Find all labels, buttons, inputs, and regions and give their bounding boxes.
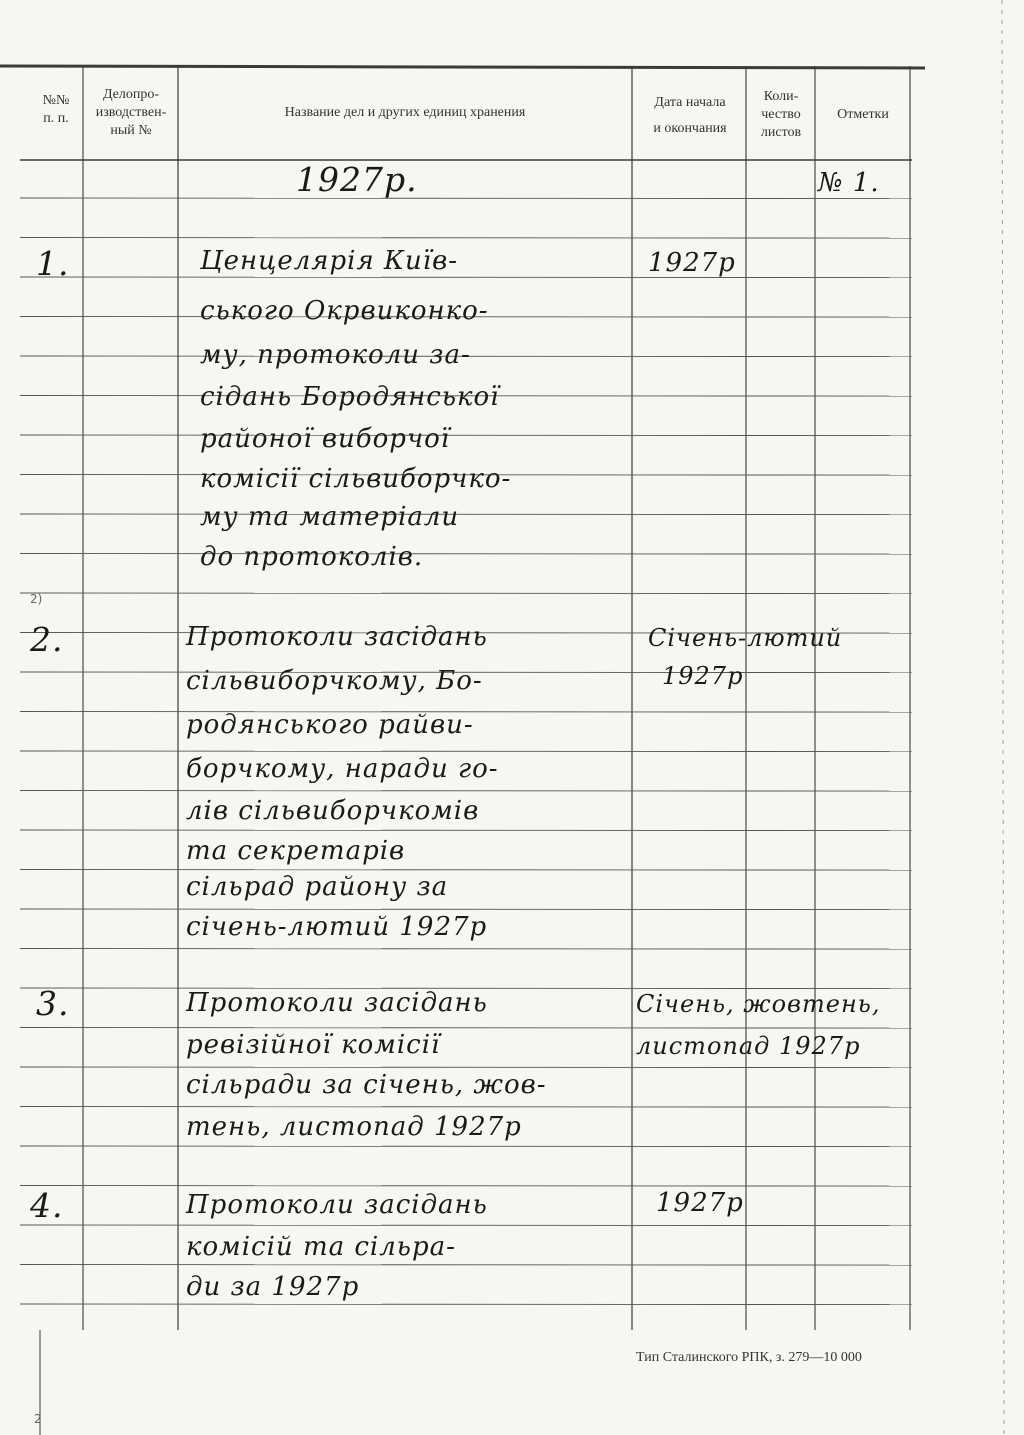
header-col-notes: Отметки: [837, 107, 889, 122]
entry-title-line: сільрад району за: [186, 872, 449, 902]
entry-title-line: січень-лютий 1927р: [186, 912, 488, 942]
ruled-line: [20, 277, 912, 278]
entry-title-line: ревізійної комісії: [186, 1030, 441, 1060]
entry-title-line: му та матеріали: [200, 502, 460, 532]
entry-dates-line: 1927р: [656, 1188, 744, 1218]
ruled-line: [20, 1146, 912, 1147]
header-col-number: [30, 92, 82, 128]
header-col-number-line2: п. п.: [43, 111, 69, 126]
header-col-office-line3: ный №: [110, 123, 152, 138]
header-col-number-line1: №№: [42, 93, 70, 108]
entry-number: 4.: [30, 1186, 64, 1225]
ruled-line: [20, 949, 912, 950]
ruled-line: [20, 435, 912, 436]
header-col-office-line1: Делопро-: [102, 87, 160, 102]
entry-dates-line: листопад 1927р: [636, 1032, 861, 1060]
entry-title-line: комісій та сільра-: [186, 1232, 456, 1262]
entry-title-line: та секретарів: [186, 836, 406, 866]
ruled-line: [20, 1067, 912, 1068]
entry-title-line: сільвиборчкому, Бо-: [186, 666, 483, 696]
entry-number: 1.: [36, 244, 70, 283]
entry-dates-line: 1927р: [662, 662, 744, 690]
ruled-line: [20, 1225, 912, 1226]
ruled-line: [20, 870, 912, 871]
ruled-line: [20, 554, 912, 555]
ruled-line: [20, 238, 912, 239]
entry-dates-line: Січень, жовтень,: [636, 990, 881, 1018]
ruled-line: [20, 1265, 912, 1266]
entry-title-line: борчкому, наради го-: [186, 754, 499, 784]
header-col-sheets-line1: Коли-: [763, 89, 799, 104]
entry-title-line: до протоколів.: [200, 542, 424, 572]
header-col-sheets: [748, 88, 814, 142]
header-col-dates-line1: Дата начала: [654, 95, 726, 110]
entry-title-line: ського Окрвиконко-: [200, 296, 489, 326]
entry-title-line: районої виборчої: [200, 424, 451, 454]
ruled-line: [20, 909, 912, 910]
margin-mark: 2): [30, 592, 43, 606]
ruled-line: [20, 514, 912, 515]
entry-title-line: ди за 1927р: [186, 1272, 360, 1302]
header-col-office-line2: изводствен-: [95, 105, 167, 120]
ruled-line: [20, 1107, 912, 1108]
ruled-line: [20, 751, 912, 752]
printer-imprint: Тип Сталинского РПК, з. 279—10 000: [636, 1350, 862, 1365]
ruled-line: [20, 1186, 912, 1187]
entry-title-line: Протоколи засідань: [186, 988, 488, 1018]
header-col-sheets-line3: листов: [760, 125, 802, 140]
entry-title-line: тень, листопад 1927р: [186, 1112, 522, 1142]
entry-title-line: Ценцелярія Київ-: [200, 246, 459, 276]
ruled-line: [20, 593, 912, 594]
entry-title-line: Протоколи засідань: [186, 1190, 488, 1220]
ruled-line: [20, 830, 912, 831]
year-heading: 1927р.: [296, 160, 418, 199]
entry-title-line: сідань Бородянської: [200, 382, 500, 412]
header-col-dates-line2: и окончания: [653, 121, 727, 136]
ruled-line: [20, 791, 912, 792]
entry-title-line: родянського райви-: [186, 710, 474, 740]
entry-title-line: сільради за січень, жов-: [186, 1070, 547, 1100]
entry-dates-line: Січень-лютий: [648, 624, 843, 652]
entry-title-line: комісії сільвиборчко-: [200, 464, 512, 494]
header-col-sheets-line2: чество: [761, 107, 801, 122]
ruled-line: [20, 1304, 912, 1305]
entry-title-line: му, протоколи за-: [200, 340, 471, 370]
entry-title-line: лів сільвиборчкомів: [186, 796, 480, 826]
header-col-office-number: [86, 86, 176, 140]
ruled-line: [20, 1028, 912, 1029]
entry-title-line: Протоколи засідань: [186, 622, 488, 652]
header-col-dates: [636, 94, 744, 138]
ruled-line: [20, 198, 912, 199]
entry-number: 2.: [30, 620, 64, 659]
margin-mark: 2: [34, 1412, 42, 1426]
entry-number: 3.: [36, 984, 70, 1023]
entry-dates-line: 1927р: [648, 248, 736, 278]
notes-mark: № 1.: [818, 168, 880, 198]
header-col-title: Название дел и других единиц хранения: [284, 105, 526, 120]
